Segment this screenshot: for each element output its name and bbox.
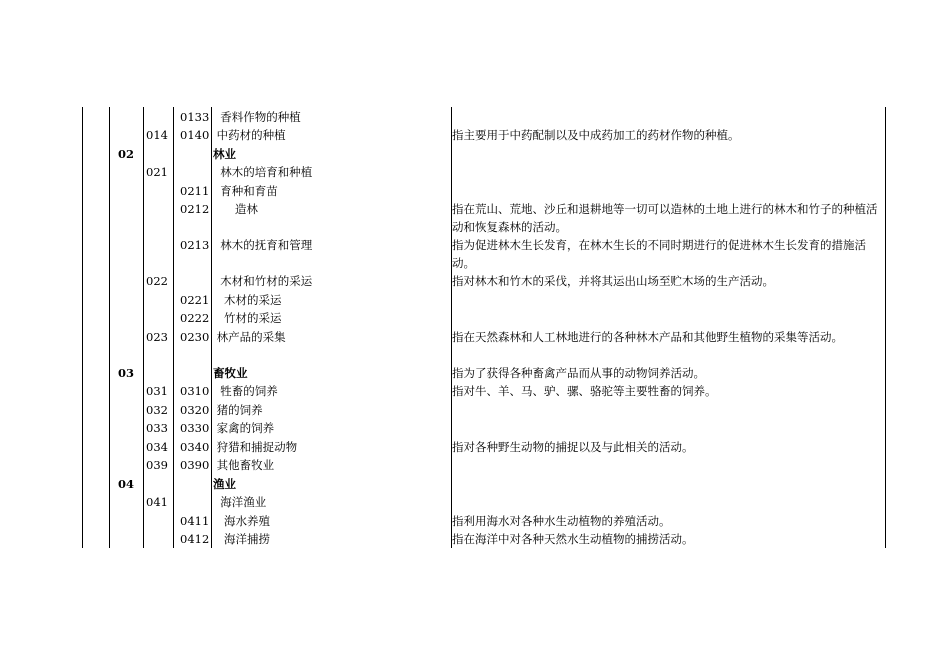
major-category-code: 03 <box>118 366 135 380</box>
category-name: 林木的抚育和管理 <box>213 238 313 252</box>
minor-category-code: 0411 <box>180 514 210 528</box>
category-description: 指为促进林木生长发育，在林木生长的不同时期进行的促进林木生长发育的措施活动。 <box>452 238 866 270</box>
mid-category-code: 014 <box>146 128 168 142</box>
mid-category-code: 031 <box>146 384 168 398</box>
category-name: 狩猎和捕捉动物 <box>213 440 298 454</box>
category-description: 指对各种野生动物的捕捉以及与此相关的活动。 <box>452 440 694 454</box>
category-name: 牲畜的饲养 <box>213 384 278 398</box>
major-category-code: 02 <box>118 147 135 161</box>
minor-category-code: 0230 <box>180 330 210 344</box>
minor-category-code: 0221 <box>180 293 210 307</box>
minor-category-code: 0133 <box>180 110 210 124</box>
category-name: 其他畜牧业 <box>213 458 275 472</box>
category-name: 造林 <box>213 202 258 216</box>
category-name: 林业 <box>213 147 236 161</box>
minor-category-code: 0390 <box>180 458 210 472</box>
minor-category-code: 0320 <box>180 403 210 417</box>
mid-category-code: 021 <box>146 165 168 179</box>
category-name: 木材和竹材的采运 <box>213 274 313 288</box>
category-description: 指为了获得各种畜禽产品而从事的动物饲养活动。 <box>452 366 705 380</box>
category-description: 指利用海水对各种水生动植物的养殖活动。 <box>452 514 671 528</box>
category-name: 渔业 <box>213 477 236 491</box>
column-divider <box>109 107 110 548</box>
category-description: 指在天然森林和人工林地进行的各种林木产品和其他野生植物的采集等活动。 <box>452 330 843 344</box>
category-name: 海洋捕捞 <box>213 532 270 546</box>
category-name: 海洋渔业 <box>213 495 267 509</box>
mid-category-code: 034 <box>146 440 168 454</box>
category-description: 指在荒山、荒地、沙丘和退耕地等一切可以造林的土地上进行的林木和竹子的种植活动和恢复森林的活动。 <box>452 202 878 234</box>
category-name: 木材的采运 <box>213 293 282 307</box>
column-divider <box>82 107 83 548</box>
minor-category-code: 0212 <box>180 202 210 216</box>
column-divider <box>211 107 212 548</box>
category-name: 香料作物的种植 <box>213 110 301 124</box>
minor-category-code: 0140 <box>180 128 210 142</box>
category-name: 中药材的种植 <box>213 128 286 142</box>
column-divider <box>885 107 886 548</box>
category-name: 畜牧业 <box>213 366 248 380</box>
minor-category-code: 0340 <box>180 440 210 454</box>
category-name: 竹材的采运 <box>213 311 282 325</box>
category-description: 指主要用于中药配制以及中成药加工的药材作物的种植。 <box>452 128 740 142</box>
minor-category-code: 0330 <box>180 421 210 435</box>
minor-category-code: 0213 <box>180 238 210 252</box>
category-name: 林产品的采集 <box>213 330 286 344</box>
category-description: 指对林木和竹木的采伐，并将其运出山场至贮木场的生产活动。 <box>452 274 774 288</box>
minor-category-code: 0211 <box>180 184 210 198</box>
mid-category-code: 022 <box>146 274 168 288</box>
mid-category-code: 039 <box>146 458 168 472</box>
mid-category-code: 032 <box>146 403 168 417</box>
category-description: 指在海洋中对各种天然水生动植物的捕捞活动。 <box>452 532 694 546</box>
category-name: 海水养殖 <box>213 514 270 528</box>
category-name: 猪的饲养 <box>213 403 263 417</box>
minor-category-code: 0412 <box>180 532 210 546</box>
category-name: 家禽的饲养 <box>213 421 275 435</box>
mid-category-code: 041 <box>146 495 168 509</box>
mid-category-code: 033 <box>146 421 168 435</box>
minor-category-code: 0310 <box>180 384 210 398</box>
mid-category-code: 023 <box>146 330 168 344</box>
minor-category-code: 0222 <box>180 311 210 325</box>
category-description: 指对牛、羊、马、驴、骡、骆驼等主要牲畜的饲养。 <box>452 384 717 398</box>
category-name: 林木的培育和种植 <box>213 165 313 179</box>
major-category-code: 04 <box>118 477 135 491</box>
category-name: 育种和育苗 <box>213 184 278 198</box>
